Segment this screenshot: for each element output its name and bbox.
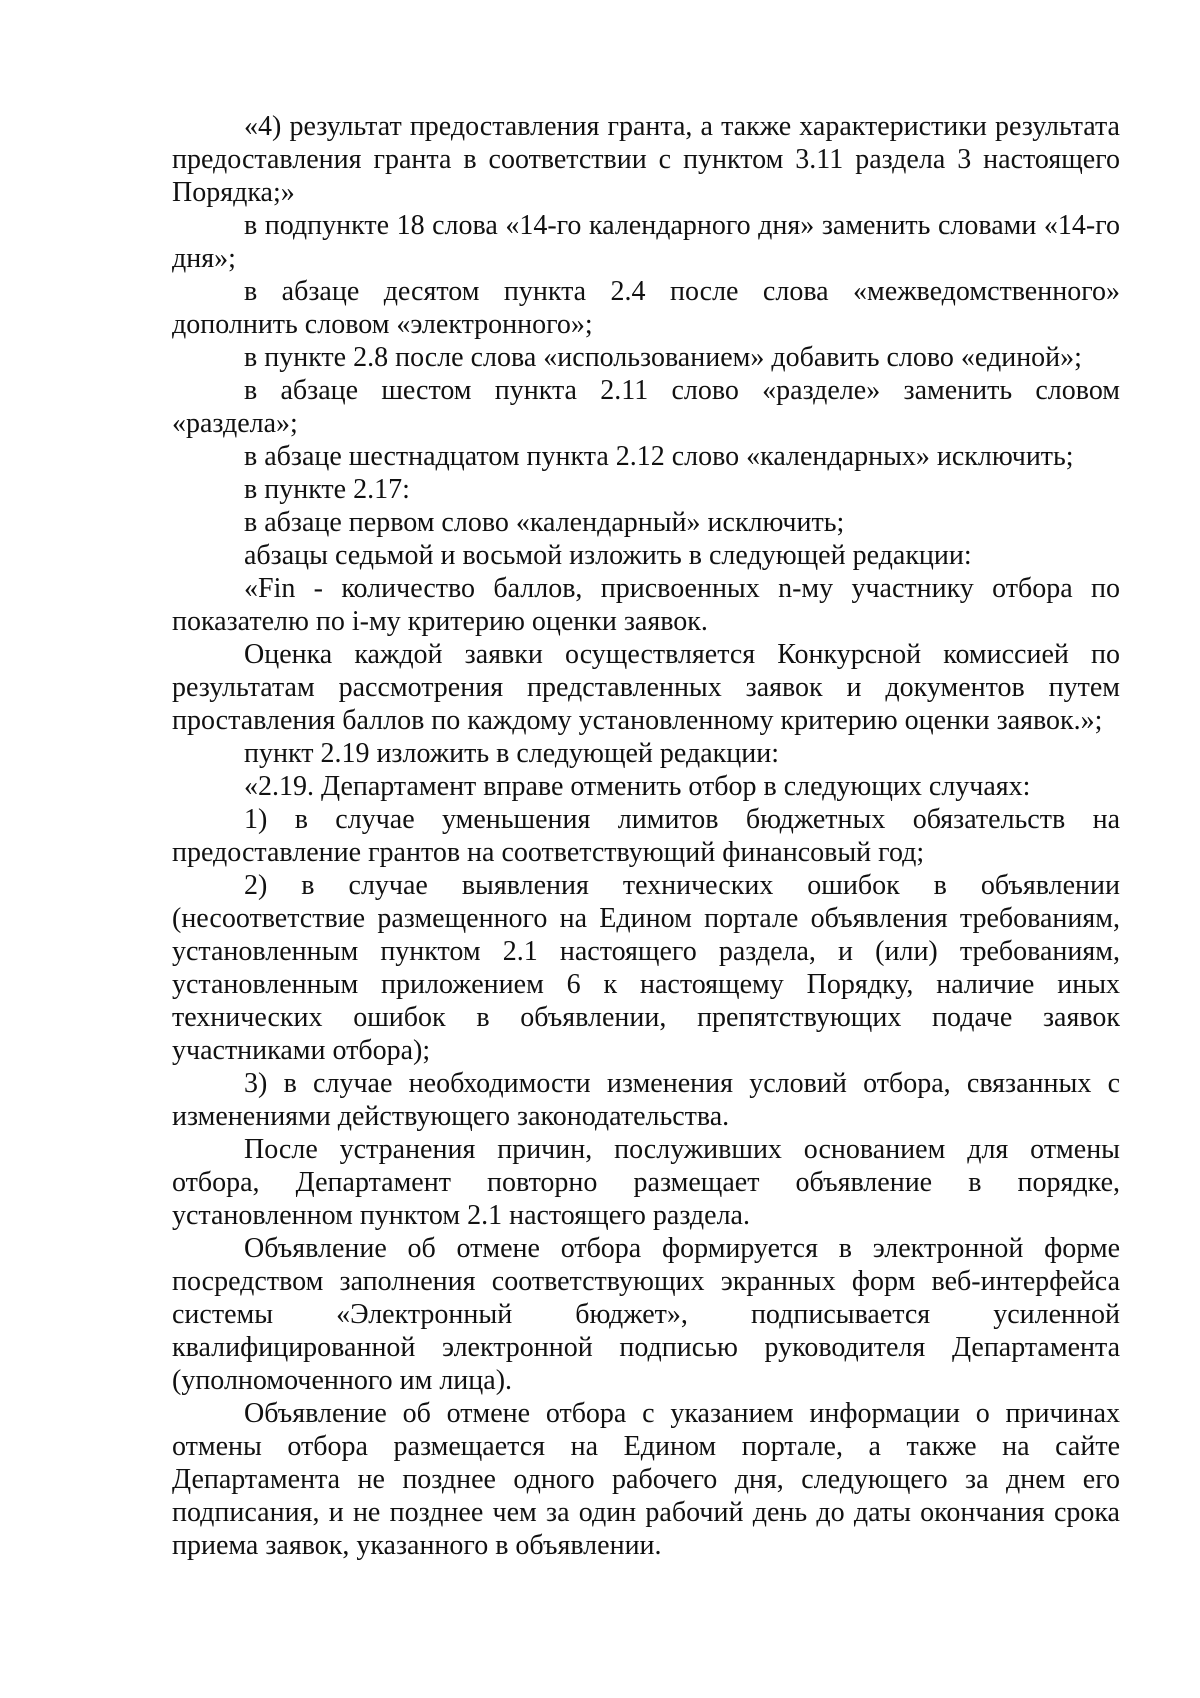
paragraph-point-2-19-intro: пункт 2.19 изложить в следующей редакции:: [244, 738, 779, 769]
paragraph-point-2-19: «2.19. Департамент вправе отменить отбор в следующих случаях:: [244, 771, 1031, 802]
paragraph-evaluation: Оценка каждой заявки осуществляется Конкурсной комиссией по результатам рассмотрения представленных заявок и документов путем проставления баллов по каждому установленному критерию оценки заявок.»;: [172, 639, 1120, 736]
paragraph-case-1: 1) в случае уменьшения лимитов бюджетных обязательств на предоставление грантов на соответствующий финансовый год;: [172, 804, 1120, 868]
paragraph-point-2-8: в пункте 2.8 после слова «использованием» добавить слово «единой»;: [244, 342, 1082, 373]
document-page: [172, 110, 1120, 1562]
paragraph-after-elimination: После устранения причин, послуживших основанием для отмены отбора, Департамент повторно размещает объявление в порядке, установленном пунктом 2.1 настоящего раздела.: [172, 1134, 1120, 1231]
paragraph-fin-definition: «Fin - количество баллов, присвоенных n-му участнику отбора по показателю по i-му критерию оценки заявок.: [172, 573, 1120, 637]
paragraph-first-abzac: в абзаце первом слово «календарный» исключить;: [244, 507, 845, 538]
paragraph-seventh-eighth: абзацы седьмой и восьмой изложить в следующей редакции:: [244, 540, 972, 571]
paragraph-case-3: 3) в случае необходимости изменения условий отбора, связанных с изменениями действующего законодательства.: [172, 1068, 1120, 1132]
paragraph-point-2-17: в пункте 2.17:: [244, 474, 410, 505]
paragraph-point-2-11: в абзаце шестом пункта 2.11 слово «разделе» заменить словом «раздела»;: [172, 375, 1120, 439]
paragraph-point-2-4: в абзаце десятом пункта 2.4 после слова «межведомственного» дополнить словом «электронного»;: [172, 276, 1120, 340]
paragraph-point-2-12: в абзаце шестнадцатом пункта 2.12 слово «календарных» исключить;: [244, 441, 1074, 472]
paragraph-subpoint-18: в подпункте 18 слова «14-го календарного дня» заменить словами «14-го дня»;: [172, 210, 1120, 274]
paragraph-case-2: 2) в случае выявления технических ошибок в объявлении (несоответствие размещенного на Едином портале объявления требованиям, установленным пунктом 2.1 настоящего раздела, и (или) требованиям, установленным приложением 6 к настоящему Порядку, наличие иных технических ошибок в объявлении, препятствующих подаче заявок участниками отбора);: [172, 870, 1120, 1066]
paragraph-cancellation-publication: Объявление об отмене отбора с указанием информации о причинах отмены отбора размещается на Едином портале, а также на сайте Департамента не позднее одного рабочего дня, следующего за днем его подписания, и не позднее чем за один рабочий день до даты окончания срока приема заявок, указанного в объявлении.: [172, 1398, 1120, 1561]
paragraph-item-4-result: «4) результат предоставления гранта, а также характеристики результата предоставления гранта в соответствии с пунктом 3.11 раздела 3 настоящего Порядка;»: [172, 111, 1120, 208]
paragraph-cancellation-form: Объявление об отмене отбора формируется в электронной форме посредством заполнения соответствующих экранных форм веб-интерфейса системы «Электронный бюджет», подписывается усиленной квалифицированной электронной подписью руководителя Департамента (уполномоченного им лица).: [172, 1233, 1120, 1396]
